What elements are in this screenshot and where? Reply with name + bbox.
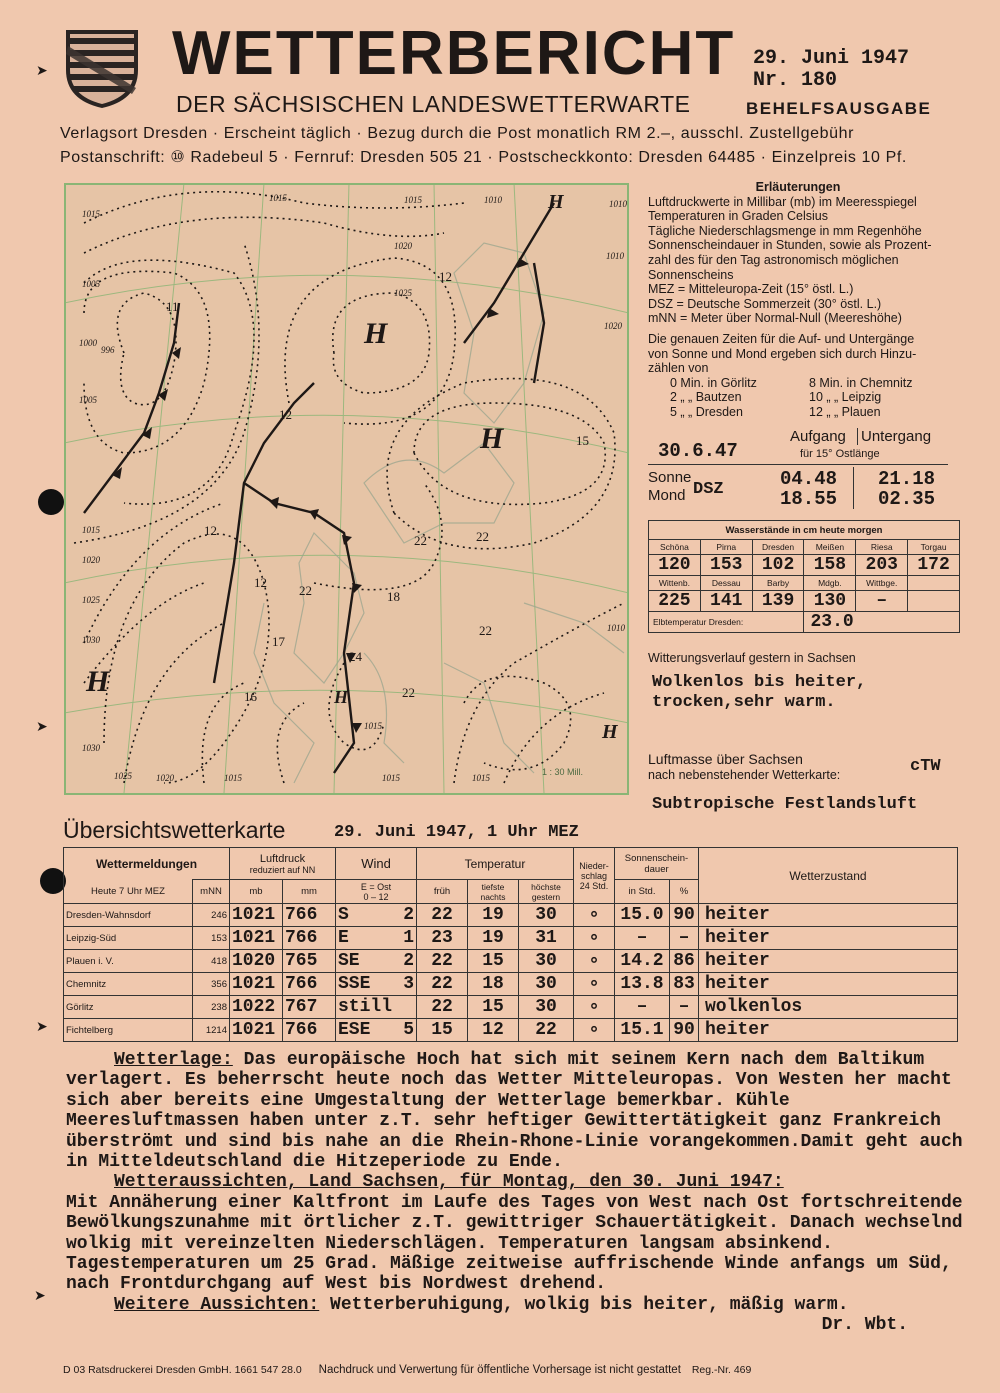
temp-max: 30 (519, 996, 574, 1019)
pressure-subheader: reduziert auf NN (249, 864, 316, 875)
pressure-mm: 766 (283, 927, 336, 950)
temp-max: 30 (519, 950, 574, 973)
svg-text:1015: 1015 (364, 721, 382, 731)
pressure-mm: 766 (283, 973, 336, 996)
temp-frueh: 22 (417, 904, 468, 927)
station-name: Leipzig-Süd (64, 927, 193, 950)
issue-date-block (753, 48, 909, 92)
weather-condition: heiter (699, 973, 958, 996)
gauge-value: 139 (752, 591, 804, 612)
legend-panel (648, 180, 948, 420)
svg-text:1015: 1015 (404, 195, 422, 205)
station-name: Plauen i. V. (64, 950, 193, 973)
gauge-value: 130 (804, 591, 856, 612)
wind-direction: ESE (336, 1019, 399, 1042)
wind-direction: SSE (336, 973, 399, 996)
high-pressure-center: H (602, 721, 618, 743)
svg-text:22: 22 (299, 583, 312, 598)
high-pressure-center: H (364, 317, 388, 350)
svg-text:1015: 1015 (269, 193, 287, 203)
station-name: Chemnitz (64, 973, 193, 996)
svg-text:1025: 1025 (82, 595, 100, 605)
temp-frueh: 22 (417, 950, 468, 973)
temp-frueh: 22 (417, 973, 468, 996)
station-height: 246 (193, 904, 230, 927)
temp-frueh: 15 (417, 1019, 468, 1042)
temp-max: 31 (519, 927, 574, 950)
time-divider (853, 467, 854, 509)
legend-line: Luftdruckwerte in Millibar (mb) im Meeresspiegel (648, 194, 917, 209)
offset-entry: 12 „ „ Plauen (809, 404, 881, 419)
sun-percent: 90 (670, 1019, 699, 1042)
weitere-text: Wetterberuhigung, wolkig bis heiter, mäßig warm. (330, 1294, 849, 1315)
map-scale: 1 : 30 Mill. (542, 767, 584, 777)
footer (63, 1364, 751, 1376)
aussichten-label: Wetteraussichten, Land Sachsen, für Montag, den 30. Juni 1947: (114, 1172, 784, 1193)
sun-pct-header: % (670, 880, 699, 904)
precipitation: ∘ (574, 927, 615, 950)
svg-text:1020: 1020 (394, 241, 412, 251)
legend-line: mNN = Meter über Normal-Null (Meereshöhe) (648, 311, 902, 326)
svg-text:22: 22 (479, 623, 492, 638)
synoptic-weather-map (64, 183, 629, 795)
weather-condition: heiter (699, 1019, 958, 1042)
gauge-value: 153 (700, 555, 752, 576)
svg-text:996: 996 (101, 345, 115, 355)
station-height: 1214 (193, 1019, 230, 1042)
col-station: Wettermeldungen (64, 848, 230, 880)
wetterlage-text: Das europäische Hoch hat sich mit seinem Kern nach dem Baltikum verlagert. Es beherrscht heute noch das Wetter Mitteleuropas. Von Westen her macht sich aber bereits eine Umgestaltung der Wetterlage bemerkbar. Kühle Meeresluftmassen haben unter z.T. sehr heftiger Gewittertätigkeit ganz Frankreich überströmt und sind bis nahe an die Rhein-Rhone-Linie vorangekommen.Damit geht auch in Mitteldeutschland die Hitzeperiode zu Ende. (66, 1050, 963, 1173)
pressure-mm: 765 (283, 950, 336, 973)
sun-moon-times (648, 428, 948, 513)
sun-hours: 13.8 (615, 973, 670, 996)
legend-line: zahl des für den Tag astronomisch möglichen (648, 252, 899, 267)
precipitation: ∘ (574, 1019, 615, 1042)
wind-direction: E (336, 927, 399, 950)
gauge-name: Meißen (804, 540, 856, 555)
temp-min: 19 (468, 927, 519, 950)
gauge-name: Barby (752, 576, 804, 591)
signature: Dr. Wbt. (821, 1315, 908, 1336)
luftmasse-code: cTW (910, 757, 941, 776)
offset-entry: 2 „ „ Bautzen (670, 390, 742, 405)
svg-text:12: 12 (439, 269, 452, 284)
temp-min: 15 (468, 996, 519, 1019)
legend-heading: Erläuterungen (755, 180, 841, 194)
gauge-value: – (856, 591, 908, 612)
svg-text:1025: 1025 (394, 288, 412, 298)
frueh-header: früh (417, 880, 468, 904)
gauge-value: 158 (804, 555, 856, 576)
pressure-mb: 1021 (230, 904, 283, 927)
gauge-name: Wittbge. (856, 576, 908, 591)
mm-header: mm (283, 880, 336, 904)
postal-info: Postanschrift: ⑩ Radebeul 5 · Fernruf: Dresden 505 21 · Postscheckkonto: Dresden 64485 · Einzelpreis 10 Pf. (60, 149, 907, 166)
sun-moon-date: 30.6.47 (658, 440, 738, 462)
weather-condition: heiter (699, 904, 958, 927)
wetterlage-label: Wetterlage: (114, 1050, 233, 1070)
svg-text:1025: 1025 (114, 771, 132, 781)
svg-text:1015: 1015 (224, 773, 242, 783)
registration-number: Reg.-Nr. 469 (691, 1364, 752, 1376)
sonne-label: Sonne (648, 469, 692, 486)
sun-percent: 86 (670, 950, 699, 973)
margin-mark-icon: ➤ (34, 1287, 46, 1303)
mond-label: Mond (648, 487, 686, 504)
gauge-name: Torgau (908, 540, 960, 555)
sun-hours: – (615, 927, 670, 950)
luftmasse-sublabel: nach nebenstehender Wetterkarte: (648, 768, 841, 782)
newspaper-title: WETTERBERICHT (172, 19, 736, 88)
gauge-value: 225 (649, 591, 701, 612)
sun-hours: – (615, 996, 670, 1019)
sun-percent: – (670, 996, 699, 1019)
table-row (64, 1019, 958, 1042)
pressure-mm: 766 (283, 1019, 336, 1042)
wind-code: E = Ost (360, 881, 392, 892)
svg-text:1000: 1000 (79, 338, 97, 348)
wind-force: 2 (398, 950, 417, 973)
pressure-mb: 1021 (230, 927, 283, 950)
col-sunshine: Sonnenschein-dauer (615, 848, 699, 880)
verlauf-label: Witterungsverlauf gestern in Sachsen (648, 651, 856, 665)
min-header: tiefste nachts (468, 880, 519, 904)
wind-force: 2 (398, 904, 417, 927)
temp-min: 19 (468, 904, 519, 927)
luftmasse-label: Luftmasse über Sachsen (648, 751, 803, 767)
legend-line: MEZ = Mitteleuropa-Zeit (15° östl. L.) (648, 282, 854, 297)
map-timestamp: 29. Juni 1947, 1 Uhr MEZ (334, 823, 579, 842)
margin-mark-icon: ➤ (36, 62, 48, 78)
legend-line: Sonnenscheindauer in Stunden, sowie als Prozent- (648, 238, 932, 253)
sun-percent: 90 (670, 904, 699, 927)
water-levels-table (648, 520, 960, 633)
precipitation: ∘ (574, 904, 615, 927)
svg-text:22: 22 (402, 685, 415, 700)
svg-text:1015: 1015 (382, 773, 400, 783)
legend-line: Tägliche Niederschlagsmenge in mm Regenhöhe (648, 223, 922, 238)
table-row (64, 927, 958, 950)
station-height: 153 (193, 927, 230, 950)
forecast-text (66, 1050, 966, 1336)
svg-text:11: 11 (166, 299, 179, 314)
sun-percent: – (670, 927, 699, 950)
legend-line: Sonnenscheins (648, 267, 734, 282)
observations-table (63, 847, 958, 1042)
temp-min: 12 (468, 1019, 519, 1042)
gauge-value: 120 (649, 555, 701, 576)
weather-condition: heiter (699, 927, 958, 950)
legend-note: von Sonne und Mond ergeben sich durch Hinzu- (648, 346, 917, 361)
temp-max: 30 (519, 904, 574, 927)
luftmasse-text: Subtropische Festlandsluft (652, 795, 918, 814)
gauge-value (908, 591, 960, 612)
printer-info: D 03 Ratsdruckerei Dresden GmbH. 1661 547 28.0 (63, 1364, 302, 1376)
sun-percent: 83 (670, 973, 699, 996)
offset-entry: 5 „ „ Dresden (670, 404, 743, 419)
svg-text:1020: 1020 (604, 321, 622, 331)
svg-text:12: 12 (204, 523, 217, 538)
edition-label: BEHELFSAUSGABE (746, 99, 932, 118)
svg-text:1015: 1015 (82, 525, 100, 535)
gauge-name: Riesa (856, 540, 908, 555)
svg-text:15: 15 (576, 433, 589, 448)
high-pressure-center: H (334, 687, 349, 707)
svg-text:17: 17 (272, 634, 285, 649)
margin-mark-icon: ➤ (36, 1018, 48, 1034)
high-pressure-center: H (548, 191, 564, 213)
issue-number: Nr. 180 (753, 69, 838, 92)
reference-label: für 15° Ostlänge (800, 448, 880, 460)
height-header: mNN (193, 880, 230, 904)
map-heading: Übersichtswetterkarte (63, 817, 286, 843)
svg-text:1005: 1005 (82, 279, 100, 289)
elbe-temperature-value: 23.0 (804, 612, 960, 633)
mond-aufgang: 18.55 (780, 488, 838, 510)
wind-scale: 0 – 12 (363, 891, 389, 902)
newspaper-subtitle: DER SÄCHSISCHEN LANDESWETTERWARTE (176, 91, 691, 117)
wind-direction: S (336, 904, 399, 927)
svg-text:1020: 1020 (156, 773, 174, 783)
high-pressure-center: H (86, 665, 110, 698)
wind-force: 1 (398, 927, 417, 950)
sun-hours-header: in Std. (615, 880, 670, 904)
temp-max: 22 (519, 1019, 574, 1042)
legend-line: DSZ = Deutsche Sommerzeit (30° östl. L.) (648, 296, 882, 311)
offset-entry: 8 Min. in Chemnitz (809, 375, 913, 390)
svg-text:22: 22 (414, 533, 427, 548)
gauge-name: Mdgb. (804, 576, 856, 591)
gauge-name (908, 576, 960, 591)
weather-condition: heiter (699, 950, 958, 973)
offset-entry: 0 Min. in Görlitz (670, 375, 757, 390)
temp-max: 30 (519, 973, 574, 996)
sonne-aufgang: 04.48 (780, 468, 838, 490)
legend-note: zählen von (648, 361, 709, 376)
col-temperature: Temperatur (417, 848, 574, 880)
gauge-name: Wittenb. (649, 576, 701, 591)
pressure-mb: 1022 (230, 996, 283, 1019)
max-header: höchste gestern (519, 880, 574, 904)
svg-text:1030: 1030 (82, 635, 100, 645)
col-condition: Wetterzustand (699, 848, 958, 904)
water-heading: Wasserstände in cm heute morgen (649, 521, 960, 540)
gauge-value: 172 (908, 555, 960, 576)
svg-text:1015: 1015 (472, 773, 490, 783)
pressure-mb: 1021 (230, 973, 283, 996)
wind-force: 5 (398, 1019, 417, 1042)
temp-min: 18 (468, 973, 519, 996)
station-subheader: Heute 7 Uhr MEZ (64, 880, 193, 904)
gauge-value: 141 (700, 591, 752, 612)
table-row (64, 904, 958, 927)
precipitation: ∘ (574, 950, 615, 973)
issue-date: 29. Juni 1947 (753, 47, 910, 70)
col-precip: Nieder-schlag 24 Std. (574, 848, 615, 904)
weitere-label: Weitere Aussichten: (114, 1294, 320, 1315)
svg-text:16: 16 (244, 689, 257, 704)
svg-text:1010: 1010 (607, 623, 625, 633)
station-name: Görlitz (64, 996, 193, 1019)
elbe-temperature-label: Elbtemperatur Dresden: (649, 612, 804, 633)
margin-mark-icon: ➤ (36, 718, 48, 734)
svg-text:1010: 1010 (484, 195, 502, 205)
station-height: 356 (193, 973, 230, 996)
wind-force: 3 (398, 973, 417, 996)
legend-line: Temperaturen in Graden Celsius (648, 209, 828, 224)
svg-text:1030: 1030 (82, 743, 100, 753)
wind-direction: still (336, 996, 417, 1019)
temp-frueh: 22 (417, 996, 468, 1019)
temp-min: 15 (468, 950, 519, 973)
svg-text:22: 22 (476, 529, 489, 544)
table-row (64, 973, 958, 996)
gauge-name: Pirna (700, 540, 752, 555)
svg-text:1020: 1020 (82, 555, 100, 565)
offset-entry: 10 „ „ Leipzig (809, 390, 882, 405)
pressure-mb: 1020 (230, 950, 283, 973)
verlauf-text: Wolkenlos bis heiter, (652, 673, 867, 692)
sun-hours: 15.1 (615, 1019, 670, 1042)
station-height: 418 (193, 950, 230, 973)
col-pressure (230, 848, 336, 880)
table-row (64, 996, 958, 1019)
svg-text:12: 12 (254, 575, 267, 590)
gauge-name: Schöna (649, 540, 701, 555)
svg-text:12: 12 (279, 407, 292, 422)
temp-frueh: 23 (417, 927, 468, 950)
aufgang-label: Aufgang (790, 428, 846, 445)
mond-untergang: 02.35 (878, 488, 936, 510)
station-name: Fichtelberg (64, 1019, 193, 1042)
pressure-mm: 767 (283, 996, 336, 1019)
high-pressure-center: H (480, 422, 504, 455)
svg-text:18: 18 (387, 589, 400, 604)
saxony-coat-of-arms-icon (62, 26, 142, 110)
precipitation: ∘ (574, 973, 615, 996)
sonne-untergang: 21.18 (878, 468, 936, 490)
gauge-name: Dresden (752, 540, 804, 555)
untergang-label: Untergang (857, 428, 931, 445)
wind-subheader (336, 880, 417, 904)
station-name: Dresden-Wahnsdorf (64, 904, 193, 927)
legend-note: Die genauen Zeiten für die Auf- und Untergänge (648, 331, 915, 346)
pressure-mm: 766 (283, 904, 336, 927)
svg-text:1010: 1010 (609, 199, 627, 209)
svg-text:24: 24 (349, 649, 362, 664)
svg-text:1010: 1010 (606, 251, 624, 261)
weather-condition: wolkenlos (699, 996, 958, 1019)
mb-header: mb (230, 880, 283, 904)
svg-text:1015: 1015 (82, 209, 100, 219)
wind-direction: SE (336, 950, 399, 973)
aussichten-text: Mit Annäherung einer Kaltfront im Laufe des Tages von West nach Ost fortschreitende Bewölkungszunahme mit örtlicher z.T. gewittriger Schauertätigkeit. Danach wechselnd wolkig mit vereinzelten Niederschlägen. Temperaturen langsam absinkend. Tagestemperaturen um 25 Grad. Mäßige zeitweise auffrischende Winde anfangs um Süd, nach Frontdurchgang auf West bis Nordwest drehend. (66, 1192, 963, 1295)
sun-hours: 15.0 (615, 904, 670, 927)
precipitation: ∘ (574, 996, 615, 1019)
pressure-header: Luftdruck (259, 852, 306, 865)
time-zone-label: DSZ (693, 480, 724, 499)
verlauf-text: trocken,sehr warm. (652, 693, 836, 712)
punch-hole (38, 489, 64, 515)
gauge-value: 203 (856, 555, 908, 576)
publication-info: Verlagsort Dresden · Erscheint täglich · Bezug durch die Post monatlich RM 2.–, ausschl. Zustellgebühr (60, 125, 854, 142)
pressure-mb: 1021 (230, 1019, 283, 1042)
gauge-value: 102 (752, 555, 804, 576)
reprint-notice: Nachdruck und Verwertung für öffentliche Vorhersage ist nicht gestattet (318, 1364, 681, 1376)
svg-text:1005: 1005 (79, 395, 97, 405)
col-wind: Wind (336, 848, 417, 880)
table-row (64, 950, 958, 973)
station-height: 238 (193, 996, 230, 1019)
gauge-name: Dessau (700, 576, 752, 591)
sun-hours: 14.2 (615, 950, 670, 973)
